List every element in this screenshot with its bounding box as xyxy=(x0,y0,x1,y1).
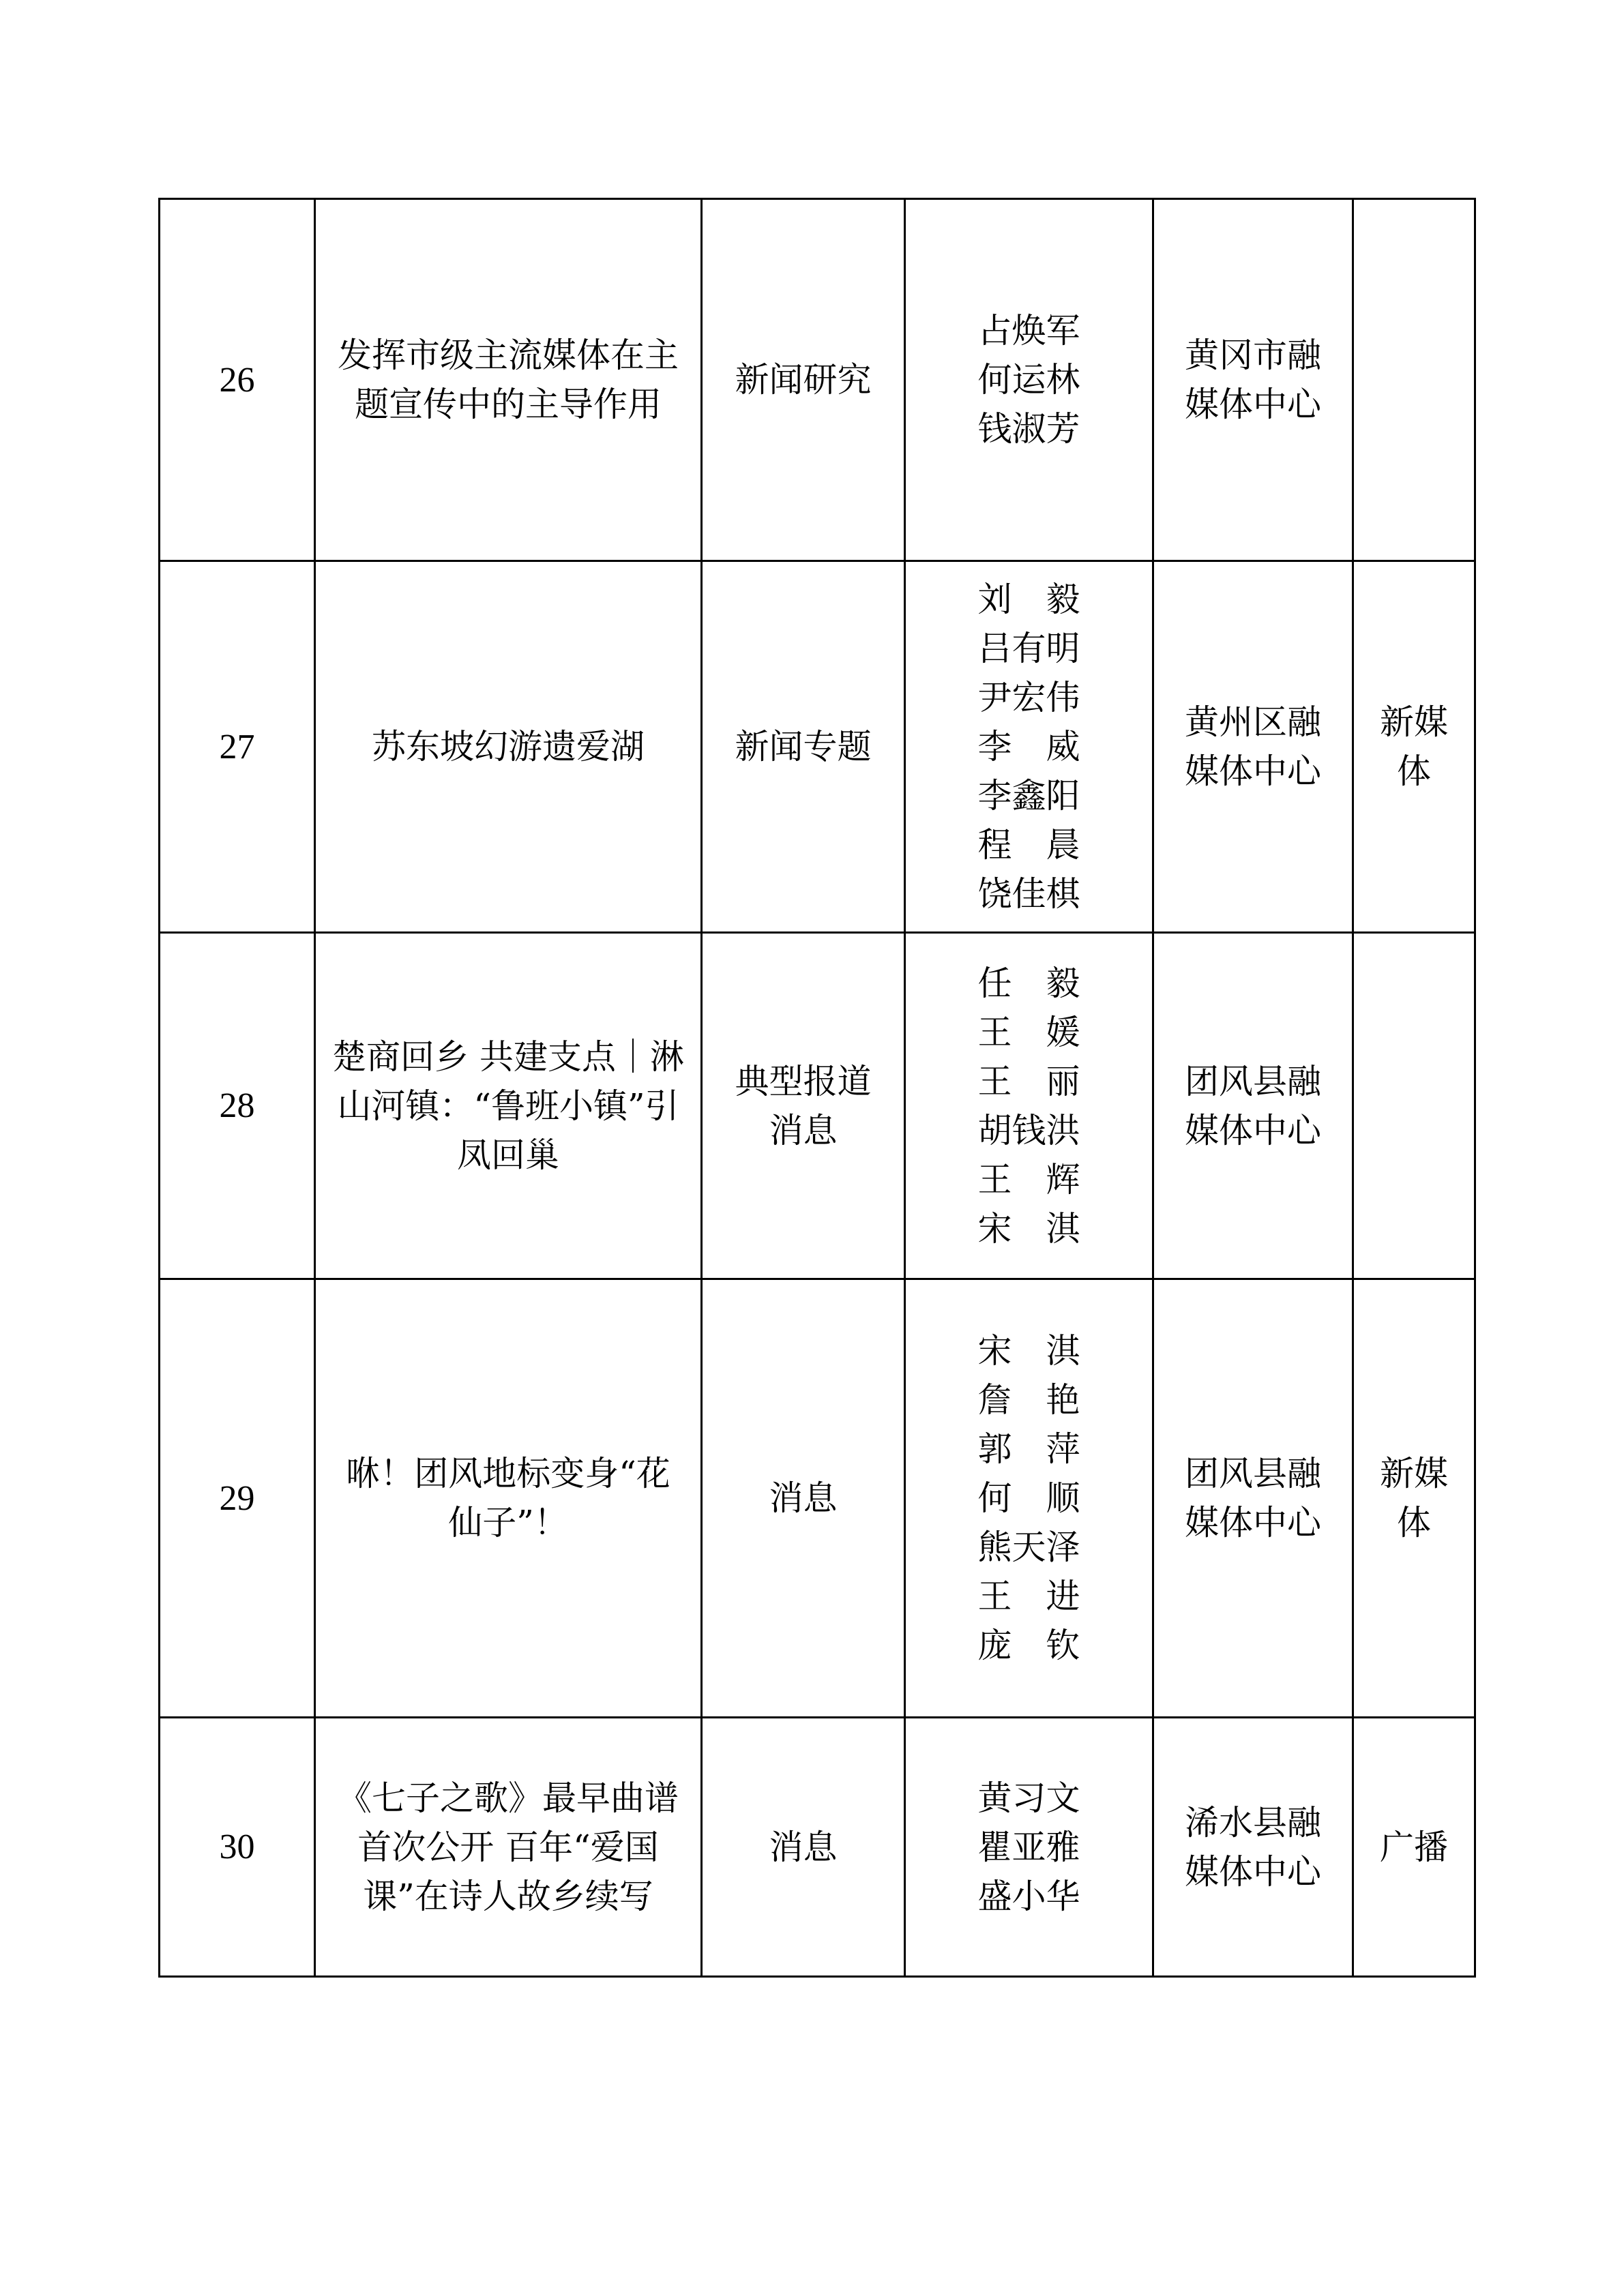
author-name: 李鑫阳 xyxy=(977,776,1080,816)
authors-cell xyxy=(905,1718,1153,1977)
author-name: 何运林 xyxy=(977,360,1080,400)
submitting-unit: 团风县融媒体中心 xyxy=(1185,1454,1321,1542)
number-cell xyxy=(160,199,315,561)
number-cell xyxy=(160,933,315,1279)
author-name: 郭 萍 xyxy=(977,1429,1080,1469)
table-row xyxy=(160,1279,1475,1718)
work-title: 《七子之歌》最早曲谱首次公开 百年“爱国课”在诗人故乡续写 xyxy=(338,1778,679,1916)
note-cell xyxy=(1353,1718,1475,1977)
table-row xyxy=(160,199,1475,561)
author-name: 庞 钦 xyxy=(977,1626,1080,1665)
author-name: 刘 毅 xyxy=(977,580,1080,619)
category-cell xyxy=(702,1279,905,1718)
media-type: 新媒体 xyxy=(1380,1454,1448,1542)
work-title: 发挥市级主流媒体在主题宣传中的主导作用 xyxy=(338,336,679,424)
media-type: 新媒体 xyxy=(1380,702,1448,791)
authors-cell xyxy=(905,933,1153,1279)
media-type: 广播 xyxy=(1380,1827,1448,1867)
submitting-unit: 黄州区融媒体中心 xyxy=(1185,702,1321,791)
work-title: 咻！团风地标变身“花仙子”！ xyxy=(346,1454,670,1542)
author-name: 李 威 xyxy=(977,727,1080,766)
category-cell xyxy=(702,1718,905,1977)
unit-cell xyxy=(1153,933,1353,1279)
title-cell xyxy=(315,561,702,933)
author-name: 吕有明 xyxy=(977,629,1080,668)
category-cell xyxy=(702,199,905,561)
author-name: 王 丽 xyxy=(977,1061,1080,1101)
submitting-unit: 黄冈市融媒体中心 xyxy=(1185,336,1321,424)
table-row xyxy=(160,561,1475,933)
category-cell xyxy=(702,933,905,1279)
note-cell xyxy=(1353,199,1475,561)
work-category: 消息 xyxy=(769,1478,838,1518)
work-title: 苏东坡幻游遗爱湖 xyxy=(372,727,645,766)
note-cell xyxy=(1353,561,1475,933)
author-name: 钱淑芳 xyxy=(977,409,1080,449)
author-name: 饶佳棋 xyxy=(977,874,1080,914)
row-number: 30 xyxy=(219,1828,255,1866)
author-name: 宋 淇 xyxy=(977,1331,1080,1371)
awards-table xyxy=(158,198,1476,1978)
unit-cell xyxy=(1153,1718,1353,1977)
author-name: 王 辉 xyxy=(977,1159,1080,1199)
author-name: 瞿亚雅 xyxy=(977,1827,1080,1867)
note-cell xyxy=(1353,933,1475,1279)
work-category: 新闻研究 xyxy=(735,360,872,400)
note-cell xyxy=(1353,1279,1475,1718)
number-cell xyxy=(160,1718,315,1977)
authors-cell xyxy=(905,561,1153,933)
author-name: 熊天泽 xyxy=(977,1527,1080,1567)
author-name: 程 晨 xyxy=(977,825,1080,865)
number-cell xyxy=(160,561,315,933)
unit-cell xyxy=(1153,1279,1353,1718)
author-name: 占焕军 xyxy=(977,311,1080,351)
row-number: 29 xyxy=(219,1478,255,1518)
author-name: 尹宏伟 xyxy=(977,678,1080,717)
work-category: 典型报道消息 xyxy=(735,1061,872,1150)
work-category: 消息 xyxy=(769,1827,838,1867)
title-cell xyxy=(315,1718,702,1977)
title-cell xyxy=(315,933,702,1279)
authors-cell xyxy=(905,1279,1153,1718)
submitting-unit: 团风县融媒体中心 xyxy=(1185,1061,1321,1150)
work-category: 新闻专题 xyxy=(735,727,872,766)
unit-cell xyxy=(1153,199,1353,561)
author-name: 詹 艳 xyxy=(977,1380,1080,1420)
category-cell xyxy=(702,561,905,933)
title-cell xyxy=(315,1279,702,1718)
awards-table-body xyxy=(160,199,1475,1977)
row-number: 28 xyxy=(219,1086,255,1125)
author-name: 黄习文 xyxy=(977,1778,1080,1818)
author-name: 盛小华 xyxy=(977,1876,1080,1916)
table-row xyxy=(160,933,1475,1279)
number-cell xyxy=(160,1279,315,1718)
authors-cell xyxy=(905,199,1153,561)
row-number: 26 xyxy=(219,360,255,400)
work-title: 楚商回乡 共建支点｜淋山河镇：“鲁班小镇”引凤回巢 xyxy=(332,1037,684,1175)
submitting-unit: 浠水县融媒体中心 xyxy=(1185,1802,1321,1892)
title-cell xyxy=(315,199,702,561)
unit-cell xyxy=(1153,561,1353,933)
author-name: 王 媛 xyxy=(977,1012,1080,1052)
author-name: 王 进 xyxy=(977,1577,1080,1616)
author-name: 胡钱洪 xyxy=(977,1110,1080,1150)
author-name: 宋 淇 xyxy=(977,1208,1080,1249)
author-name: 任 毅 xyxy=(977,963,1080,1003)
row-number: 27 xyxy=(219,727,255,766)
author-name: 何 顺 xyxy=(977,1478,1080,1518)
table-row xyxy=(160,1718,1475,1977)
